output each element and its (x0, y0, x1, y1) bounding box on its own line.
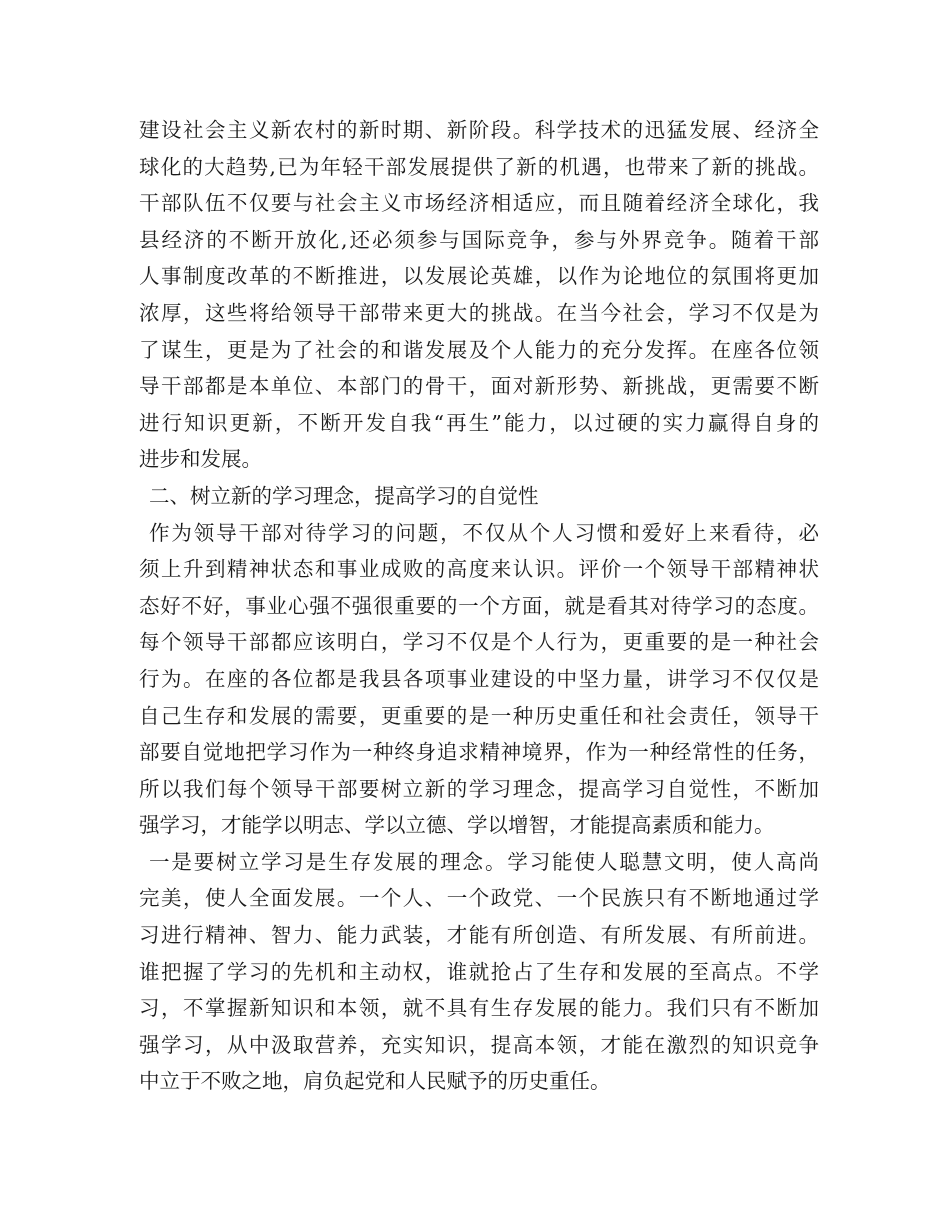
text-line: 中立于不败之地，肩负起党和人民赋予的历史重任。 (139, 1069, 611, 1094)
text-line: 进步和发展。 (139, 447, 262, 472)
text-line: 部要自觉地把学习作为一种终身追求精神境界，作为一种经常性的任务， (139, 740, 819, 765)
text-line: 建设社会主义新农村的新时期、新阶段。科学技术的迅猛发展、经济全 (139, 118, 819, 142)
section-heading: 二、树立新的学习理念，提高学习的自觉性 (149, 483, 539, 508)
text-line: 导干部都是本单位、本部门的骨干，面对新形势、新挑战，更需要不断 (139, 374, 819, 399)
text-line: 浓厚，这些将给领导干部带来更大的挑战。在当今社会，学习不仅是为 (139, 300, 819, 325)
text-line: 习，不掌握新知识和本领，就不具有生存发展的能力。我们只有不断加 (139, 996, 819, 1021)
text-line: 完美，使人全面发展。一个人、一个政党、一个民族只有不断地通过学 (139, 886, 819, 911)
text-line: 干部队伍不仅要与社会主义市场经济相适应，而且随着经济全球化，我 (139, 191, 819, 216)
text-line: 须上升到精神状态和事业成败的高度来认识。评价一个领导干部精神状 (139, 557, 819, 582)
text-line: 作为领导干部对待学习的问题，不仅从个人习惯和爱好上来看待，必 (149, 520, 819, 545)
text-line: 一是要树立学习是生存发展的理念。学习能使人聪慧文明，使人高尚 (149, 849, 819, 874)
text-line: 态好不好，事业心强不强很重要的一个方面，就是看其对待学习的态度。 (139, 593, 819, 618)
text-line: 人事制度改革的不断推进，以发展论英雄，以作为论地位的氛围将更加 (139, 264, 819, 289)
text-line: 球化的大趋势,已为年轻干部发展提供了新的机遇，也带来了新的挑战。 (139, 154, 819, 179)
text-line: 强学习，才能学以明志、学以立德、学以增智，才能提高素质和能力。 (139, 813, 775, 838)
text-line: 所以我们每个领导干部要树立新的学习理念，提高学习自觉性，不断加 (139, 776, 819, 801)
text-line: 行为。在座的各位都是我县各项事业建设的中坚力量，讲学习不仅仅是 (139, 666, 819, 691)
text-line: 了谋生，更是为了社会的和谐发展及个人能力的充分发挥。在座各位领 (139, 337, 819, 362)
text-line: 县经济的不断开放化,还必须参与国际竞争，参与外界竞争。随着干部 (139, 227, 819, 252)
text-line: 每个领导干部都应该明白，学习不仅是个人行为，更重要的是一种社会 (139, 630, 819, 655)
text-line: 强学习，从中汲取营养，充实知识，提高本领，才能在激烈的知识竞争 (139, 1032, 819, 1057)
text-line: 谁把握了学习的先机和主动权，谁就抢占了生存和发展的至高点。不学 (139, 959, 819, 984)
text-line: 进行知识更新，不断开发自我“再生”能力，以过硬的实力赢得自身的 (139, 410, 819, 435)
document-body (139, 112, 819, 1100)
text-line: 习进行精神、智力、能力武装，才能有所创造、有所发展、有所前进。 (139, 923, 819, 948)
text-line: 自己生存和发展的需要，更重要的是一种历史重任和社会责任，领导干 (139, 703, 819, 728)
